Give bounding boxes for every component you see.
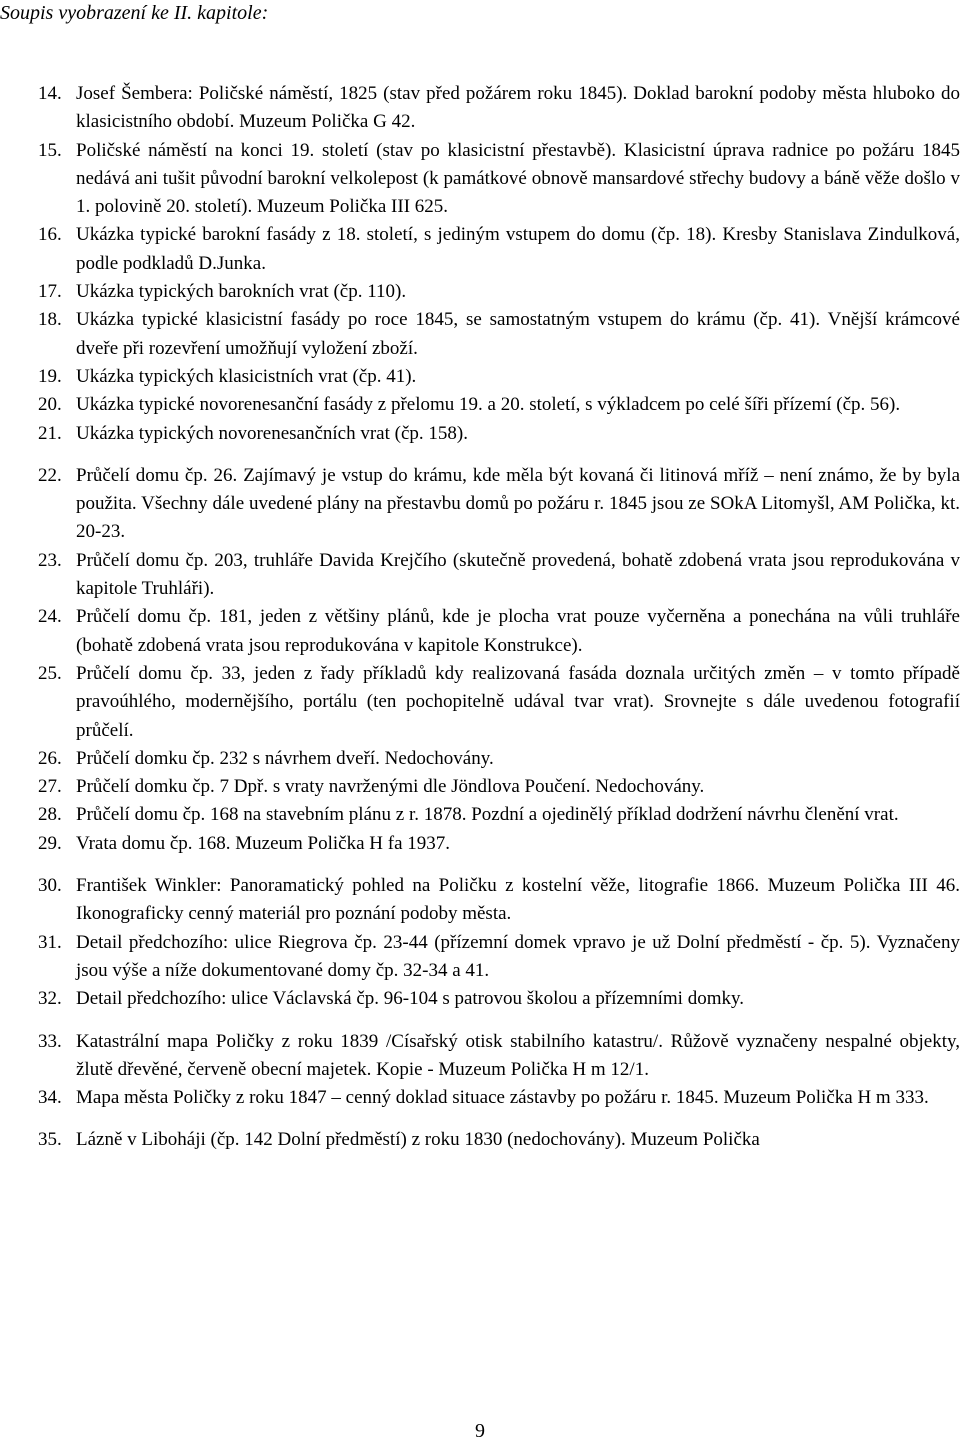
item-text: Poličské náměstí na konci 19. století (stav po klasicistní přestavbě). Klasicistní úprava radnice po požáru 1845 nedává ani tušit původní barokní velkolepost (k památkové obnově mansardové střechy budovy a báně věže došlo v 1. polovině 20. století). Muzeum Polička III 625.	[76, 139, 960, 218]
item-text: František Winkler: Panoramatický pohled na Poličku z kostelní věže, litografie 1866. Muzeum Polička III 46. Ikonograficky cenný materiál pro poznání podoby města.	[76, 875, 960, 925]
item-text: Ukázka typické barokní fasády z 18. století, s jediným vstupem do domu (čp. 18). Kresby Stanislava Zindulková, podle podkladů D.Junka.	[76, 224, 960, 274]
item-number: 22.	[38, 464, 62, 486]
item-number: 21.	[38, 422, 62, 444]
item-number: 28.	[38, 804, 62, 826]
item-text: Josef Šembera: Poličské náměstí, 1825 (stav před požárem roku 1845). Doklad barokní podoby města hluboko do klasicistního období. Muzeum Polička G 42.	[76, 83, 960, 133]
list-item	[38, 137, 960, 222]
item-number: 19.	[38, 365, 62, 387]
item-number: 29.	[38, 832, 62, 854]
item-number: 31.	[38, 931, 62, 953]
list-item	[38, 80, 960, 137]
item-number: 17.	[38, 281, 62, 303]
item-text: Průčelí domku čp. 7 Dpř. s vraty navrženými dle Jöndlova Poučení. Nedochovány.	[76, 776, 705, 798]
list-item	[38, 929, 960, 986]
item-number: 25.	[38, 662, 62, 684]
page-header: Soupis vyobrazení ke II. kapitole:	[0, 2, 269, 24]
item-text: Detail předchozího: ulice Riegrova čp. 23-44 (přízemní domek vpravo je už Dolní předměstí - čp. 5). Vyznačeny jsou výše a níže dokumentované domy čp. 32-34 a 41.	[76, 931, 960, 981]
list-item	[38, 1126, 960, 1154]
item-number: 16.	[38, 224, 62, 246]
item-number: 33.	[38, 1030, 62, 1052]
list-item	[38, 872, 960, 929]
list-item	[38, 745, 960, 773]
item-text: Průčelí domu čp. 181, jeden z většiny plánů, kde je plocha vrat pouze vyčerněna a ponechána na vůli truhláře (bohatě zdobená vrata jsou reprodukována v kapitole Konstrukce).	[76, 606, 960, 656]
item-text: Průčelí domu čp. 168 na stavebním plánu z r. 1878. Pozdní a ojedinělý příklad dodržení návrhu členění vrat.	[76, 804, 899, 826]
item-number: 26.	[38, 747, 62, 769]
item-number: 34.	[38, 1087, 62, 1109]
page-number: 9	[475, 1420, 485, 1442]
item-text: Katastrální mapa Poličky z roku 1839 /Císařský otisk stabilního katastru/. Růžově vyznačeny nespalné objekty, žlutě dřevěné, červeně obecní majetek. Kopie - Muzeum Polička H m 12/1.	[76, 1030, 960, 1080]
item-text: Detail předchozího: ulice Václavská čp. 96-104 s patrovou školou a přízemními domky.	[76, 988, 744, 1010]
item-number: 23.	[38, 549, 62, 571]
item-number: 18.	[38, 309, 62, 331]
list-item	[38, 363, 960, 391]
item-text: Ukázka typických barokních vrat (čp. 110).	[76, 281, 407, 303]
item-text: Ukázka typických novorenesančních vrat (čp. 158).	[76, 422, 468, 444]
list-item	[38, 306, 960, 363]
item-number: 35.	[38, 1129, 62, 1151]
item-number: 20.	[38, 394, 62, 416]
list-item	[38, 801, 960, 829]
list-item	[38, 221, 960, 278]
item-text: Ukázka typické klasicistní fasády po roce 1845, se samostatným vstupem do krámu (čp. 41). Vnější krámcové dveře při rozevření umožňují vyložení zboží.	[76, 309, 960, 359]
item-text: Průčelí domu čp. 203, truhláře Davida Krejčího (skutečně provedená, bohatě zdobená vrata jsou reprodukována v kapitole Truhláři).	[76, 549, 960, 600]
list-item	[38, 462, 960, 547]
item-text: Ukázka typické novorenesanční fasády z přelomu 19. a 20. století, s výkladcem po celé šíři přízemí (čp. 56).	[76, 394, 901, 416]
item-number: 24.	[38, 606, 62, 628]
list-item	[38, 830, 960, 858]
list-item	[38, 660, 960, 745]
item-number: 32.	[38, 988, 62, 1010]
item-text: Průčelí domu čp. 33, jeden z řady příkladů kdy realizovaná fasáda doznala určitých změn – v tomto případě pravoúhlého, modernějšího, portálu (ten pochopitelně udával tvar vrat). Srovnejte s dále uvedenou fotografií průčelí.	[76, 662, 960, 741]
list-item	[38, 603, 960, 660]
item-text: Lázně v Liboháji (čp. 142 Dolní předměstí) z roku 1830 (nedochovány). Muzeum Polička	[76, 1129, 760, 1151]
list-item	[38, 773, 960, 801]
list-item	[38, 420, 960, 448]
list-item	[38, 278, 960, 306]
item-text: Průčelí domku čp. 232 s návrhem dveří. Nedochovány.	[76, 747, 494, 769]
list-item	[38, 985, 960, 1013]
caption-list	[38, 80, 960, 1155]
item-text: Ukázka typických klasicistních vrat (čp. 41).	[76, 365, 417, 387]
item-number: 30.	[38, 875, 62, 897]
list-item	[38, 547, 960, 604]
item-text: Průčelí domu čp. 26. Zajímavý je vstup do krámu, kde měla být kovaná či litinová mříž – není známo, že by byla použita. Všechny dále uvedené plány na přestavbu domů po požáru r. 1845 jsou ze SOkA Litomyšl, AM Polička, kt. 20-23.	[76, 464, 960, 543]
list-item	[38, 391, 960, 419]
list-item	[38, 1084, 960, 1112]
list-item	[38, 1028, 960, 1085]
item-text: Vrata domu čp. 168. Muzeum Polička H fa 1937.	[76, 832, 451, 854]
item-number: 27.	[38, 776, 62, 798]
item-number: 14.	[38, 83, 62, 104]
item-number: 15.	[38, 139, 62, 161]
item-text: Mapa města Poličky z roku 1847 – cenný doklad situace zástavby po požáru r. 1845. Muzeum Polička H m 333.	[76, 1087, 929, 1109]
